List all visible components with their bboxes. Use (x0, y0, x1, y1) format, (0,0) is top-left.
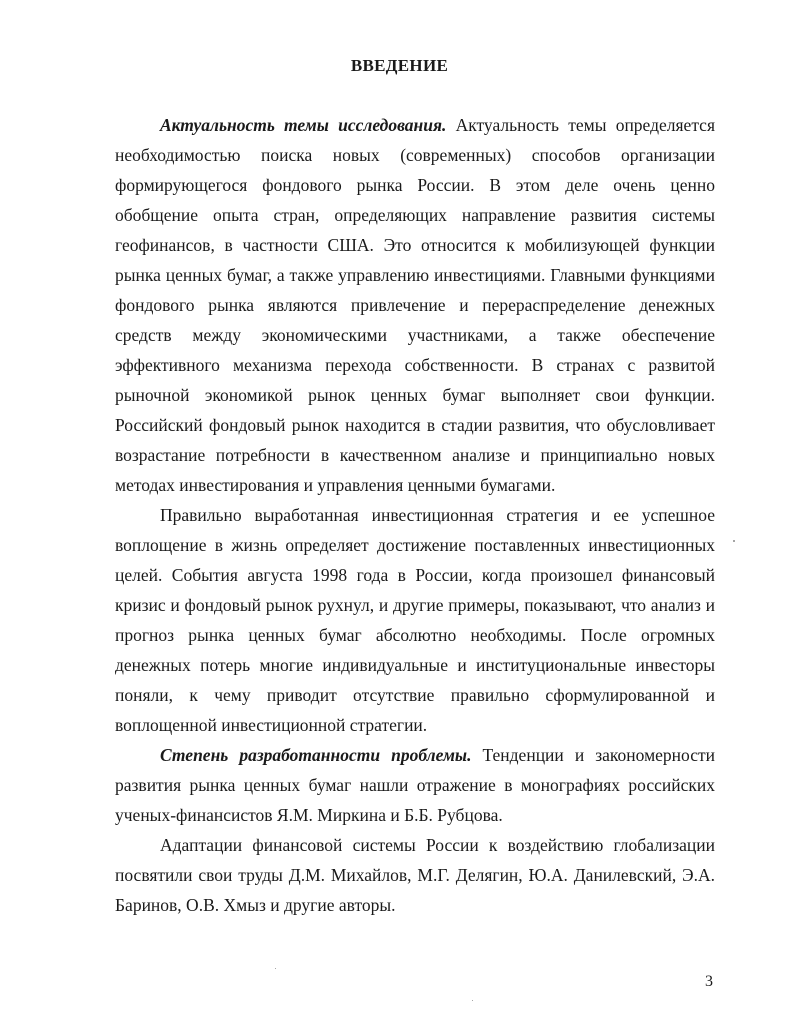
paragraph-lead: Степень разработанности проблемы. (160, 745, 472, 765)
scan-speck (275, 968, 276, 969)
paragraph-strategy (115, 500, 715, 740)
paragraph-text: Актуальность темы определяется необходимостью поиска новых (современных) способов организации формирующегося фондового рынка России. В этом деле очень ценно обобщение опыта стран, определяющих направление развития системы геофинансов, в частности США. Это относится к мобилизующей функции рынка ценных бумаг, а также управлению инвестициями. Главными функциями фондового рынка являются привлечение и перераспределение денежных средств между экономическими участниками, а также обеспечение эффективного механизма перехода собственности. В странах с развитой рыночной экономикой рынок ценных бумаг выполняет свои функции. Российский фондовый рынок находится в стадии развития, что обусловливает возрастание потребности в качественном анализе и принципиально новых методах инвестирования и управления ценными бумагами. (115, 115, 715, 495)
paragraph-text: Адаптации финансовой системы России к воздействию глобализации посвятили свои труды Д.М. Михайлов, М.Г. Делягин, Ю.А. Данилевский, Э.А. Баринов, О.В. Хмыз и другие авторы. (115, 835, 715, 915)
scan-speck (733, 540, 735, 542)
paragraph-relevance (115, 110, 715, 500)
paragraph-lead: Актуальность темы исследования. (160, 115, 447, 135)
body-text (115, 110, 715, 920)
paragraph-development-degree (115, 740, 715, 830)
page-number: 3 (705, 973, 713, 990)
paragraph-adaptation (115, 830, 715, 920)
page-title: ВВЕДЕНИЕ (350, 56, 449, 75)
scan-speck (472, 1000, 473, 1001)
paragraph-text: Правильно выработанная инвестиционная стратегия и ее успешное воплощение в жизнь определяет достижение поставленных инвестиционных целей. События августа 1998 года в России, когда произошел финансовый кризис и фондовый рынок рухнул, и другие примеры, показывают, что анализ и прогноз рынка ценных бумаг абсолютно необходимы. После огромных денежных потерь многие индивидуальные и институциональные инвесторы поняли, к чему приводит отсутствие правильно сформулированной и воплощенной инвестиционной стратегии. (115, 505, 715, 735)
paragraph-text: Тенденции и закономерности развития рынка ценных бумаг нашли отражение в монографиях российских ученых-финансистов Я.М. Миркина и Б.Б. Рубцова. (115, 745, 715, 825)
